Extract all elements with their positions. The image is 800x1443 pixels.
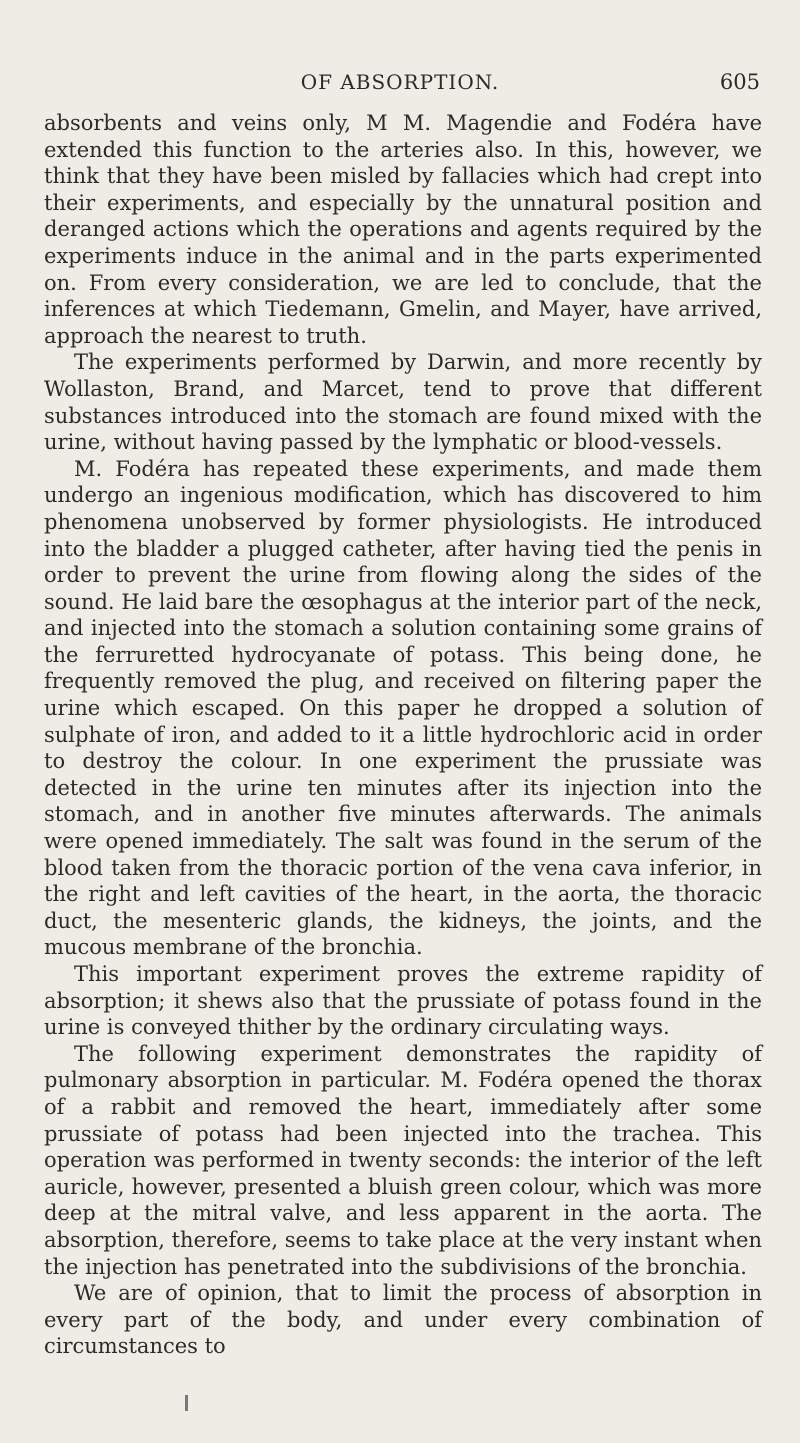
paragraph-2: The experiments performed by Darwin, and more recently by Wollaston, Brand, and Marcet, tend to prove that different substances introduced into the stomach are found mixed with the urine, without having passed by the lymphatic or blood-vessels.	[44, 350, 762, 455]
running-head	[40, 70, 760, 100]
paragraph-6: We are of opinion, that to limit the process of absorption in every part of the body, and under every combination of circumstances to	[44, 1281, 762, 1359]
paragraph-4: This important experiment proves the extreme rapidity of absorption; it shews also that the prussiate of potass found in the urine is conveyed thither by the ordinary circulating ways.	[44, 962, 762, 1040]
running-head-title: OF ABSORPTION.	[300, 70, 500, 94]
paragraph-3: M. Fodéra has repeated these experiments, and made them undergo an ingenious modification, which has discovered to him phenomena unobserved by former physiologists. He introduced into the bladder a plugged catheter, after having tied the penis in order to prevent the urine from flowing along the sides of the sound. He laid bare the œsophagus at the interior part of the neck, and injected into the stomach a solution containing some grains of the ferruretted hydrocyanate of potass. This being done, he frequently removed the plug, and received on filtering paper the urine which escaped. On this paper he dropped a solution of sulphate of iron, and added to it a little hydrochloric acid in order to destroy the colour. In one experiment the prussiate was detected in the urine ten minutes after its injection into the stomach, and in another five minutes afterwards. The animals were opened immediately. The salt was found in the serum of the blood taken from the thoracic portion of the vena cava inferior, in the right and left cavities of the heart, in the aorta, the thoracic duct, the mesenteric glands, the kidneys, the joints, and the mucous membrane of the bronchia.	[44, 456, 762, 960]
print-mark	[185, 1395, 188, 1411]
body-text	[44, 110, 762, 1360]
paragraph-5: The following experiment demonstrates the rapidity of pulmonary absorption in particular. M. Fodéra opened the thorax of a rabbit and removed the heart, immediately after some prussiate of potass had been injected into the trachea. This operation was performed in twenty seconds: the interior of the left auricle, however, presented a bluish green colour, which was more deep at the mitral valve, and less apparent in the aorta. The absorption, therefore, seems to take place at the very instant when the injection has penetrated into the subdivisions of the bronchia.	[44, 1041, 762, 1279]
paragraph-1: absorbents and veins only, M M. Magendie and Fodéra have extended this function to the arteries also. In this, however, we think that they have been misled by fallacies which had crept into their experiments, and especially by the unnatural position and deranged actions which the operations and agents required by the experiments induce in the animal and in the parts experimented on. From every consideration, we are led to conclude, that the inferences at which Tiedemann, Gmelin, and Mayer, have arrived, approach the nearest to truth.	[44, 111, 762, 348]
page-number: 605	[719, 70, 760, 94]
